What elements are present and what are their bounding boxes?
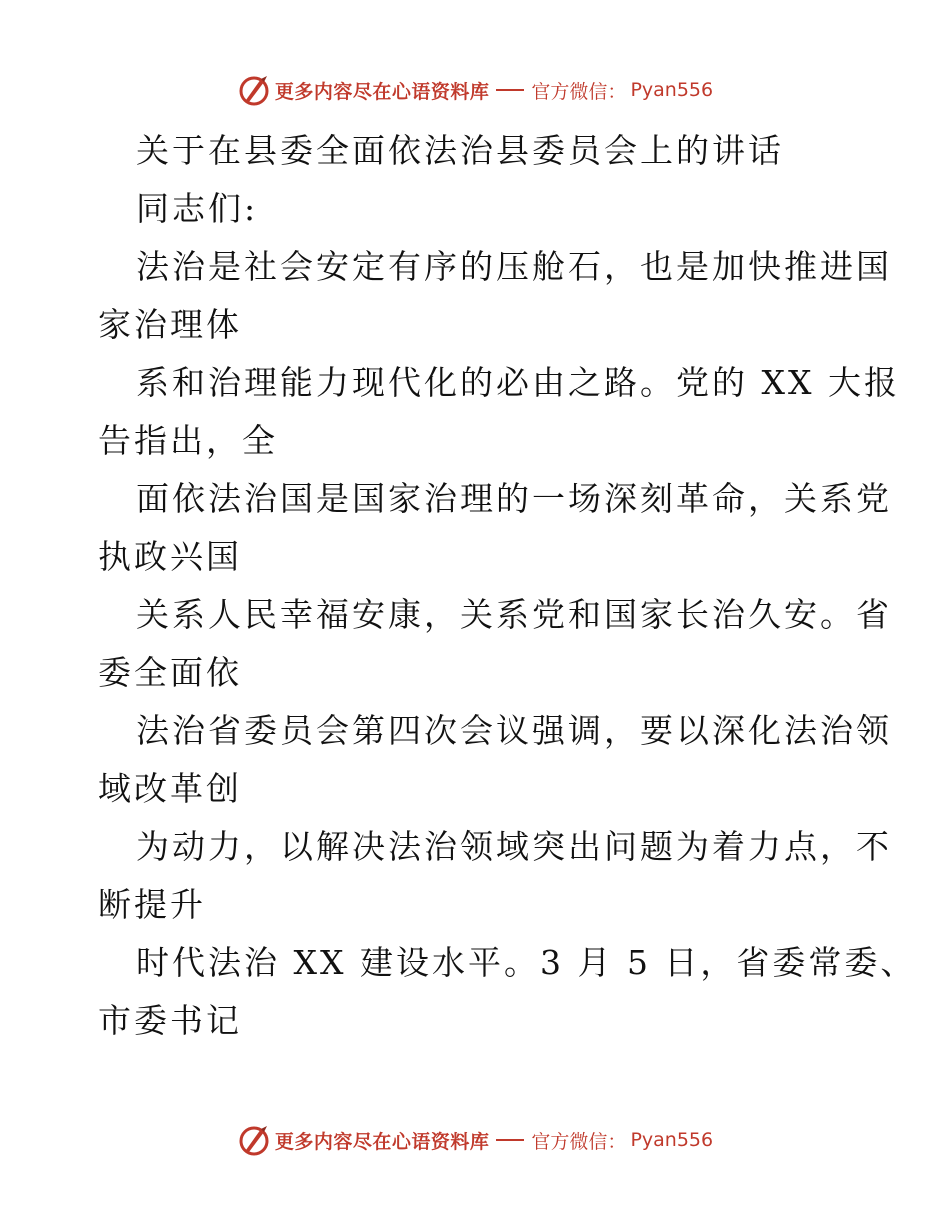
paragraph-line: 时代法治 XX 建设水平。3 月 5 日，省委常委、 (136, 943, 917, 982)
watermark-wechat-label: 官方微信： (531, 80, 627, 103)
paragraph-line: 域改革创 (98, 769, 242, 808)
quill-pen-logo-icon (237, 73, 271, 107)
watermark-dash (496, 89, 524, 91)
salutation: 同志们: (136, 189, 259, 228)
paragraph-line: 面依法治国是国家治理的一场深刻革命，关系党 (136, 479, 892, 518)
watermark-dash (496, 1139, 524, 1141)
document-body (98, 122, 917, 1050)
paragraph-line: 家治理体 (98, 305, 242, 344)
quill-pen-logo-icon (237, 1123, 271, 1157)
paragraph-line: 执政兴国 (98, 537, 242, 576)
paragraph-line: 告指出，全 (98, 421, 278, 460)
watermark-wechat-label: 官方微信： (531, 1130, 627, 1153)
paragraph-line: 为动力，以解决法治领域突出问题为着力点，不 (136, 827, 892, 866)
paragraph-line: 系和治理能力现代化的必由之路。党的 XX 大报 (136, 363, 900, 402)
watermark-wechat-id: Pyan556 (630, 79, 714, 101)
paragraph-line: 市委书记 (98, 1001, 242, 1040)
paragraph-line: 法治省委员会第四次会议强调，要以深化法治领 (136, 711, 892, 750)
paragraph-line: 断提升 (98, 885, 206, 924)
watermark-wechat-id: Pyan556 (630, 1129, 714, 1151)
watermark-main-text: 更多内容尽在心语资料库 (274, 80, 490, 103)
header-watermark-inner (237, 73, 713, 107)
footer-watermark (0, 1120, 950, 1160)
watermark-main-text: 更多内容尽在心语资料库 (274, 1130, 490, 1153)
paragraph-line: 关系人民幸福安康，关系党和国家长治久安。省 (136, 595, 892, 634)
paragraph-line: 法治是社会安定有序的压舱石，也是加快推进国 (136, 247, 892, 286)
footer-watermark-inner (237, 1123, 713, 1157)
document-title: 关于在县委全面依法治县委员会上的讲话 (136, 131, 784, 170)
header-watermark (0, 70, 950, 110)
paragraph-line: 委全面依 (98, 653, 242, 692)
